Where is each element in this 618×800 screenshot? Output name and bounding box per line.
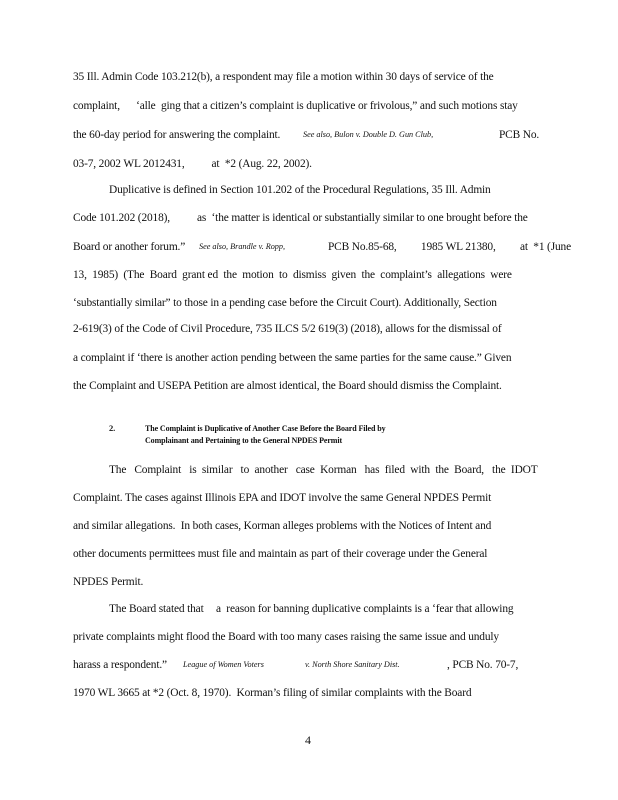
paragraph-1-line-3-pcb: PCB No. [499, 129, 540, 141]
paragraph-2-line-6: 2-619(3) of the Code of Civil Procedure, 735 ILCS 5/2 619(3) (2018), allows for the dismissal of [73, 323, 502, 335]
paragraph-3-line-1: The Complaint is similar to another case Korman has filed with the Board, the IDOT [109, 464, 538, 476]
paragraph-4-line-2: private complaints might flood the Board with too many cases raising the same issue and unduly [73, 631, 499, 643]
paragraph-1-line-1: 35 Ill. Admin Code 103.212(b), a respondent may file a motion within 30 days of service of the [73, 71, 494, 83]
citation-north-shore: v. North Shore Sanitary Dist. [305, 660, 400, 669]
paragraph-2-line-8: the Complaint and USEPA Petition are almost identical, the Board should dismiss the Complaint. [73, 380, 502, 392]
paragraph-3-line-4: other documents permittees must file and maintain as part of their coverage under the General [73, 548, 488, 560]
paragraph-2-line-2: Code 101.202 (2018), as ‘the matter is identical or substantially similar to one brought before the [73, 212, 528, 224]
section-number: 2. [109, 423, 116, 433]
citation-bulon: See also, Bulon v. Double D. Gun Club, [303, 130, 434, 139]
paragraph-1-line-3: the 60-day period for answering the complaint. [73, 129, 281, 141]
paragraph-4-line-4: 1970 WL 3665 at *2 (Oct. 8, 1970). Korman’s filing of similar complaints with the Board [73, 687, 472, 699]
paragraph-4-line-1: The Board stated that [109, 603, 204, 615]
section-heading-line-1: The Complaint is Duplicative of Another Case Before the Board Filed by [145, 424, 386, 433]
paragraph-2-line-1: Duplicative is defined in Section 101.202 of the Procedural Regulations, 35 Ill. Admin [109, 184, 491, 196]
paragraph-2-line-7: a complaint if ‘there is another action pending between the same parties for the same cause.” Given [73, 352, 512, 364]
paragraph-2-line-3: Board or another forum.” [73, 241, 186, 253]
paragraph-4-line-3-pcb: , PCB No. 70-7, [447, 659, 519, 671]
paragraph-2-line-3-pcb: PCB No.85-68, 1985 WL 21380, at *1 (June [328, 241, 571, 253]
paragraph-3-line-2: Complaint. The cases against Illinois EPA and IDOT involve the same General NPDES Permit [73, 492, 492, 504]
paragraph-3-line-5: NPDES Permit. [73, 576, 144, 588]
paragraph-4-line-1-rest: a reason for banning duplicative complaints is a ‘fear that allowing [216, 603, 514, 615]
citation-league-of-women-voters: League of Women Voters [183, 660, 264, 669]
citation-brandle: See also, Brandle v. Ropp, [199, 242, 286, 251]
paragraph-1-line-4: 03-7, 2002 WL 2012431, at *2 (Aug. 22, 2002). [73, 158, 312, 170]
page-number: 4 [305, 733, 311, 747]
paragraph-2-line-5: ‘substantially similar” to those in a pending case before the Circuit Court). Additionally, Section [73, 297, 497, 309]
paragraph-1-line-2: complaint, ‘alle ging that a citizen’s complaint is duplicative or frivolous,” and such motions stay [73, 100, 518, 112]
paragraph-4-line-3: harass a respondent.” [73, 659, 167, 671]
paragraph-3-line-3: and similar allegations. In both cases, Korman alleges problems with the Notices of Intent and [73, 520, 492, 532]
paragraph-2-line-4: 13, 1985) (The Board grant ed the motion to dismiss given the complaint’s allegations were [73, 269, 512, 281]
section-heading-line-2: Complainant and Pertaining to the General NPDES Permit [145, 436, 343, 445]
